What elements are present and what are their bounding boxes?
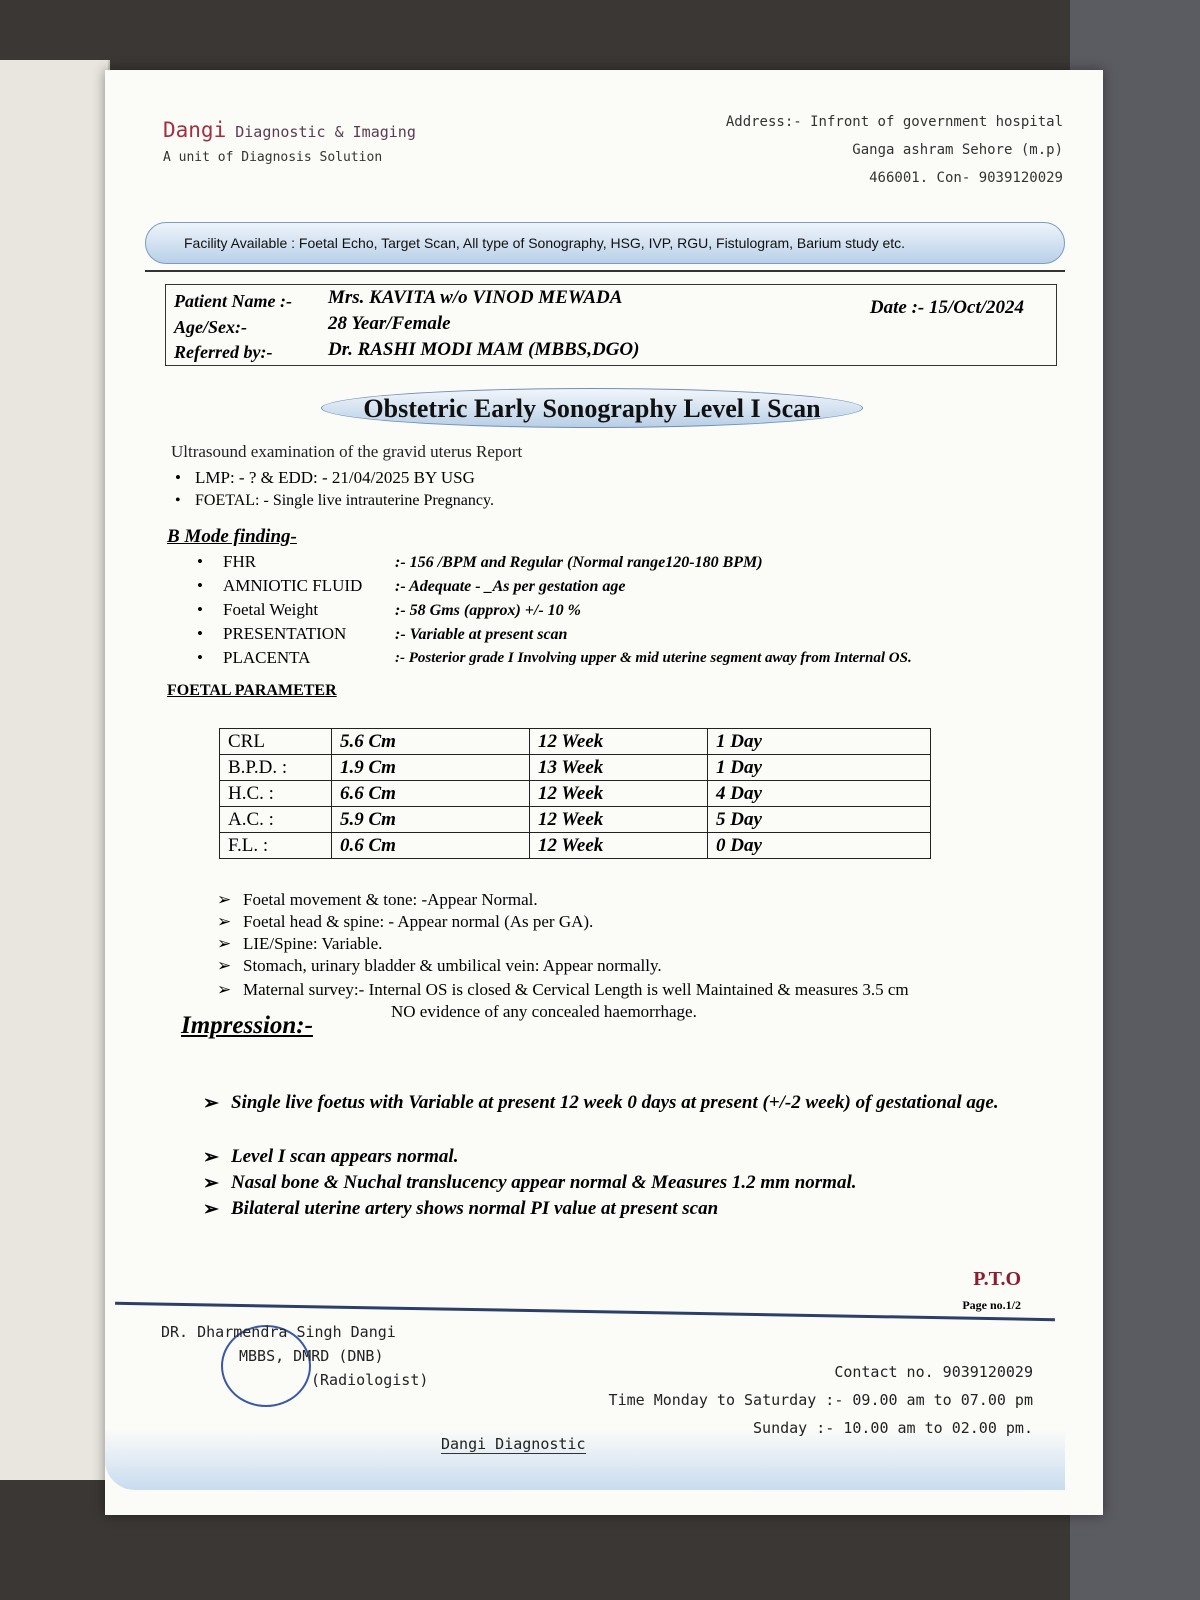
pto-label: P.T.O	[973, 1268, 1021, 1290]
table-cell: 1 Day	[708, 755, 931, 781]
brand-subtitle: A unit of Diagnosis Solution	[163, 150, 383, 165]
b-mode-value: :- Posterior grade I Involving upper & mid uterine segment away from Internal OS.	[395, 650, 912, 666]
address-line-1: Address:- Infront of government hospital	[725, 114, 1063, 130]
age-label: Age/Sex:-	[174, 317, 247, 337]
intro-text: Ultrasound examination of the gravid uterus Report	[171, 442, 523, 461]
table-cell: 6.6 Cm	[332, 781, 530, 807]
table-cell: CRL	[220, 729, 332, 755]
table-cell: F.L. :	[220, 833, 332, 859]
b-mode-label: • PRESENTATION	[223, 624, 346, 644]
brand-name: Dangi	[163, 118, 227, 142]
facility-banner: Facility Available : Foetal Echo, Target Scan, All type of Sonography, HSG, IVP, RGU, Fistulogram, Barium study etc.	[145, 222, 1065, 264]
report-title: Obstetric Early Sonography Level I Scan	[321, 388, 863, 428]
doctor-signature-block	[161, 1320, 428, 1392]
table-row	[220, 781, 931, 807]
b-mode-value: :- Adequate - _As per gestation age	[395, 578, 626, 595]
b-mode-label: • Foetal Weight	[223, 600, 318, 620]
foetal-parameter-heading: FOETAL PARAMETER	[167, 682, 337, 699]
finding-item: ➢ Foetal movement & tone: -Appear Normal.	[243, 890, 538, 910]
impression-item: ➢ Nasal bone & Nuchal translucency appear normal & Measures 1.2 mm normal.	[231, 1172, 1031, 1194]
table-cell: 12 Week	[530, 833, 708, 859]
address-block	[726, 108, 1063, 192]
brand-rest: Diagnostic & Imaging	[235, 123, 416, 141]
table-cell: 5.6 Cm	[332, 729, 530, 755]
table-cell: 1.9 Cm	[332, 755, 530, 781]
impression-item: ➢ Bilateral uterine artery shows normal PI value at present scan	[231, 1198, 1031, 1220]
address-line-2: Ganga ashram Sehore (m.p)	[852, 142, 1063, 158]
b-mode-value: :- Variable at present scan	[395, 626, 568, 643]
table-cell: 13 Week	[530, 755, 708, 781]
patient-age: 28 Year/Female	[328, 313, 451, 334]
b-mode-heading: B Mode finding-	[167, 526, 297, 547]
b-mode-value: :- 58 Gms (approx) +/- 10 %	[395, 602, 581, 619]
table-cell: 12 Week	[530, 807, 708, 833]
impression-item: ➢ Single live foetus with Variable at present 12 week 0 days at present (+/-2 week) of gestational age.	[231, 1092, 1031, 1114]
doctor-role: (Radiologist)	[311, 1371, 429, 1389]
page-number: Page no.1/2	[962, 1298, 1021, 1312]
report-date: Date :- 15/Oct/2024	[869, 297, 1024, 318]
contact-number: Contact no. 9039120029	[834, 1363, 1033, 1381]
report-page	[105, 70, 1103, 1515]
table-cell: 1 Day	[708, 729, 931, 755]
folder-cover	[0, 60, 110, 1480]
table-row	[220, 729, 931, 755]
weekday-timing: Time Monday to Saturday :- 09.00 am to 07.00 pm	[608, 1391, 1033, 1409]
foetal-line: • FOETAL: - Single live intrauterine Pregnancy.	[195, 492, 494, 510]
doctor-name: DR. Dharmendra Singh Dangi	[161, 1323, 396, 1341]
table-cell: B.P.D. :	[220, 755, 332, 781]
finding-item: ➢ Maternal survey:- Internal OS is closed & Cervical Length is well Maintained & measures 3.5 cm	[243, 980, 909, 1000]
impression-item: ➢ Level I scan appears normal.	[231, 1146, 1031, 1168]
finding-item: ➢ Stomach, urinary bladder & umbilical vein: Appear normally.	[243, 956, 662, 976]
address-line-3: 466001. Con- 9039120029	[869, 170, 1063, 186]
contact-block	[609, 1358, 1033, 1442]
table-cell: 5.9 Cm	[332, 807, 530, 833]
table-cell: 4 Day	[708, 781, 931, 807]
patient-info-box	[165, 284, 1057, 366]
sunday-timing: Sunday :- 10.00 am to 02.00 pm.	[753, 1419, 1033, 1437]
referred-label: Referred by:-	[174, 342, 273, 362]
brand-block	[163, 118, 416, 165]
referred-by: Dr. RASHI MODI MAM (MBBS,DGO)	[328, 339, 640, 360]
b-mode-label: • AMNIOTIC FLUID	[223, 576, 362, 596]
b-mode-label: • FHR	[223, 552, 256, 572]
table-cell: 12 Week	[530, 729, 708, 755]
table-cell: 0 Day	[708, 833, 931, 859]
table-cell: 5 Day	[708, 807, 931, 833]
foetal-parameter-table	[219, 728, 931, 859]
patient-name-label: Patient Name :-	[174, 291, 292, 311]
footer-divider	[115, 1302, 1055, 1321]
finding-continuation: NO evidence of any concealed haemorrhage.	[391, 1002, 697, 1021]
table-cell: H.C. :	[220, 781, 332, 807]
table-cell: 0.6 Cm	[332, 833, 530, 859]
table-row	[220, 807, 931, 833]
table-row	[220, 833, 931, 859]
table-cell: 12 Week	[530, 781, 708, 807]
finding-item: ➢ LIE/Spine: Variable.	[243, 934, 382, 954]
header-divider	[145, 270, 1065, 272]
finding-item: ➢ Foetal head & spine: - Appear normal (As per GA).	[243, 912, 593, 932]
b-mode-label: • PLACENTA	[223, 648, 310, 668]
doctor-degree: MBBS, DMRD (DNB)	[239, 1347, 384, 1365]
impression-heading: Impression:-	[181, 1012, 313, 1039]
patient-name: Mrs. KAVITA w/o VINOD MEWADA	[328, 287, 623, 308]
lmp-line: • LMP: - ? & EDD: - 21/04/2025 BY USG	[195, 468, 475, 488]
footer-brand: Dangi Diagnostic	[441, 1435, 586, 1453]
table-row	[220, 755, 931, 781]
b-mode-value: :- 156 /BPM and Regular (Normal range120-180 BPM)	[395, 554, 763, 571]
table-cell: A.C. :	[220, 807, 332, 833]
